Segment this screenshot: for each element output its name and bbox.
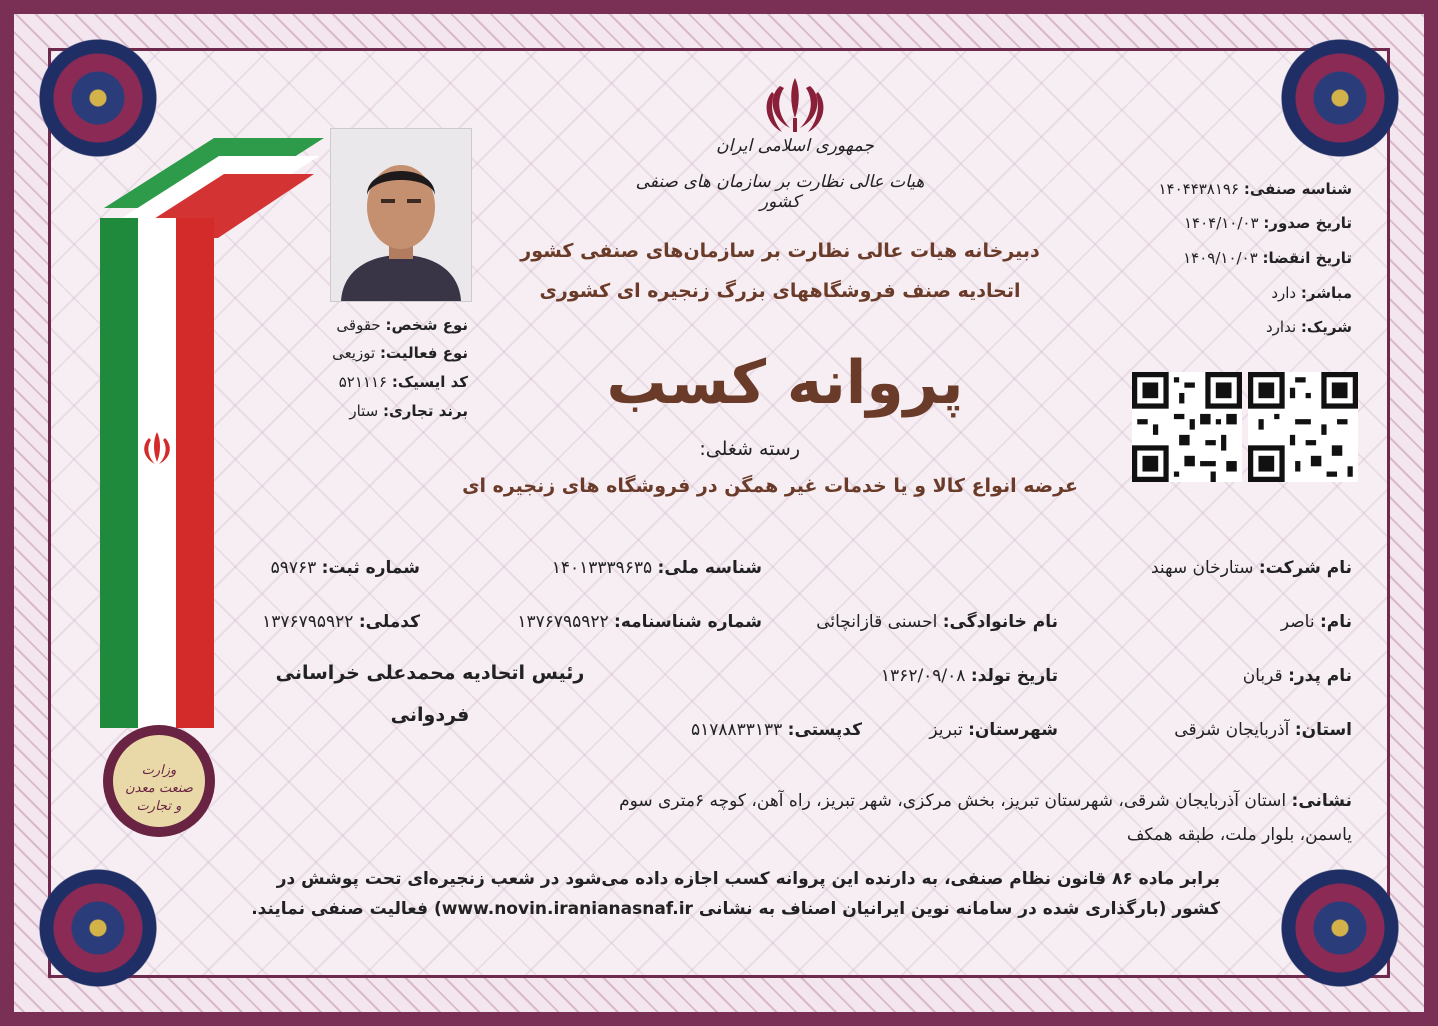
republic-caption: جمهوری اسلامی ایران — [716, 136, 874, 156]
union-head-surname: فردوانی — [390, 704, 470, 726]
union-head-title: رئیس اتحادیه محمدعلی خراسانی — [275, 662, 585, 684]
father-name: نام پدر: قربان — [1242, 666, 1352, 686]
certificate-title: پروانه کسب — [606, 348, 964, 418]
birth-date: تاریخ تولد: ۱۳۶۲/۰۹/۰۸ — [880, 666, 1058, 686]
id-number: شماره شناسنامه: ۱۳۷۶۷۹۵۹۲۲ — [517, 612, 762, 632]
corner-ornament — [38, 868, 158, 988]
expiry-date: تاریخ انقضا: ۱۴۰۹/۱۰/۰۳ — [1183, 249, 1352, 267]
svg-text:و تجارت: و تجارت — [136, 799, 182, 814]
qr-code-icon[interactable] — [1132, 372, 1242, 482]
activity-type: نوع فعالیت: توزیعی — [332, 344, 468, 362]
brand-name: برند تجاری: ستار — [349, 402, 468, 420]
svg-text:صنعت معدن: صنعت معدن — [125, 781, 193, 796]
guild-value: عرضه انواع کالا و یا خدمات غیر همگن در فروشگاه های زنجیره ای — [462, 475, 1078, 497]
address: نشانی: استان آذربایجان شرقی، شهرستان تبریز، بخش مرکزی، شهر تبریز، راه آهن، کوچه ۶متری سوم یاسمن، بلوار ملت، طبقه همکف — [619, 791, 1352, 845]
union-line: اتحادیه صنف فروشگاههای بزرگ زنجیره ای کشوری — [539, 280, 1021, 302]
guild-id: شناسه صنفی: ۱۴۰۴۴۳۸۱۹۶ — [1158, 180, 1352, 198]
person-type: نوع شخص: حقوقی — [336, 316, 468, 334]
person-avatar-icon — [331, 129, 471, 301]
corner-ornament — [1280, 38, 1400, 158]
isic-code: کد ایسیک: ۵۲۱۱۱۶ — [338, 373, 468, 391]
secretariat-line: دبیرخانه هیات عالی نظارت بر سازمان‌های صنفی کشور — [520, 240, 1040, 262]
manager: مباشر: دارد — [1271, 284, 1352, 302]
last-name: نام خانوادگی: احسنی قازانچائی — [816, 612, 1058, 632]
melli-code: کدملی: ۱۳۷۶۷۹۵۹۲۲ — [262, 612, 420, 632]
city: شهرستان: تبریز — [929, 720, 1058, 740]
owner-photo — [330, 128, 472, 302]
province: استان: آذربایجان شرقی — [1174, 720, 1352, 740]
iran-emblem-icon — [760, 74, 830, 136]
guild-label: رسته شغلی: — [699, 438, 800, 460]
partner: شریک: ندارد — [1266, 318, 1352, 336]
council-caption: هیات عالی نظارت بر سازمان های صنفی کشور — [635, 172, 925, 212]
company-name: نام شرکت: ستارخان سهند — [1150, 558, 1352, 578]
ministry-seal-icon — [100, 722, 218, 840]
issue-date: تاریخ صدور: ۱۴۰۴/۱۰/۰۳ — [1183, 214, 1352, 232]
flag-ribbon-icon — [94, 128, 334, 738]
national-id: شناسه ملی: ۱۴۰۱۳۳۳۹۶۳۵ — [551, 558, 762, 578]
qr-code-icon[interactable] — [1248, 372, 1358, 482]
corner-ornament — [1280, 868, 1400, 988]
registration-number: شماره ثبت: ۵۹۷۶۳ — [270, 558, 420, 578]
first-name: نام: ناصر — [1280, 612, 1352, 632]
postal-code: کدپستی: ۵۱۷۸۸۳۳۱۳۳ — [690, 720, 862, 740]
svg-text:وزارت: وزارت — [141, 763, 177, 778]
legal-notice: برابر ماده ۸۶ قانون نظام صنفی، به دارنده این پروانه کسب اجازه داده می‌شود در شعب زنجیره‌ای تحت پوشش در کشور (بارگذاری شده در سامانه نوین ایرانیان اصناف به نشانی www.novin.iranianasnaf.ir) فعالیت صنفی نمایند. — [251, 869, 1220, 919]
